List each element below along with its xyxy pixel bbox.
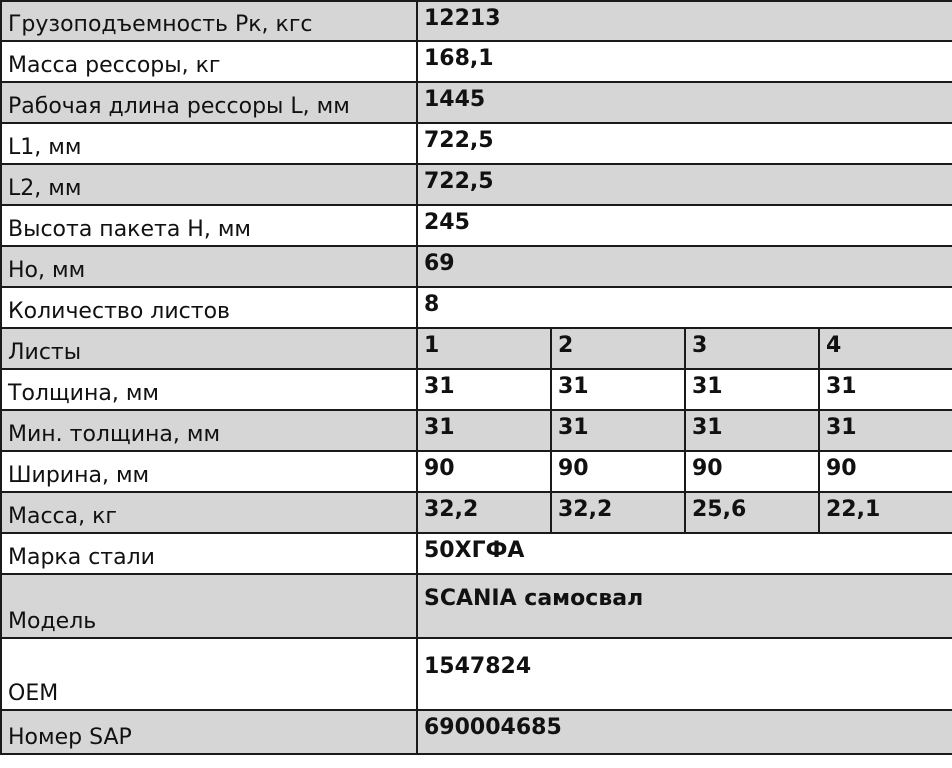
min-thickness-value-3: 31 — [685, 410, 819, 451]
min-thickness-value-1: 31 — [417, 410, 551, 451]
label-l1: L1, мм — [1, 123, 417, 164]
label-width: Ширина, мм — [1, 451, 417, 492]
label-oem: OEM — [1, 638, 417, 710]
label-sheet-count: Количество листов — [1, 287, 417, 328]
row-thickness — [1, 369, 952, 410]
label-load-capacity: Грузоподъемность Pк, кгс — [1, 1, 417, 41]
sheet-number-3: 3 — [685, 328, 819, 369]
value-sap: 690004685 — [417, 710, 952, 754]
label-min-thickness: Мин. толщина, мм — [1, 410, 417, 451]
min-thickness-value-4: 31 — [819, 410, 952, 451]
value-l2: 722,5 — [417, 164, 952, 205]
row-sap — [1, 710, 952, 754]
sheet-mass-value-2: 32,2 — [551, 492, 685, 533]
row-sheet-mass — [1, 492, 952, 533]
row-steel-grade — [1, 533, 952, 574]
row-load-capacity — [1, 1, 952, 41]
label-spring-mass: Масса рессоры, кг — [1, 41, 417, 82]
min-thickness-value-2: 31 — [551, 410, 685, 451]
row-working-length — [1, 82, 952, 123]
thickness-value-2: 31 — [551, 369, 685, 410]
row-ho — [1, 246, 952, 287]
row-pack-height — [1, 205, 952, 246]
label-l2: L2, мм — [1, 164, 417, 205]
row-l1 — [1, 123, 952, 164]
value-working-length: 1445 — [417, 82, 952, 123]
sheet-number-4: 4 — [819, 328, 952, 369]
value-model: SCANIA самосвал — [417, 574, 952, 638]
label-steel-grade: Марка стали — [1, 533, 417, 574]
sheet-mass-value-4: 22,1 — [819, 492, 952, 533]
row-spring-mass — [1, 41, 952, 82]
sheet-mass-value-1: 32,2 — [417, 492, 551, 533]
row-sheet-count — [1, 287, 952, 328]
sheet-number-1: 1 — [417, 328, 551, 369]
value-ho: 69 — [417, 246, 952, 287]
label-ho: Ho, мм — [1, 246, 417, 287]
value-spring-mass: 168,1 — [417, 41, 952, 82]
thickness-value-4: 31 — [819, 369, 952, 410]
label-pack-height: Высота пакета H, мм — [1, 205, 417, 246]
row-width — [1, 451, 952, 492]
value-sheet-count: 8 — [417, 287, 952, 328]
label-working-length: Рабочая длина рессоры L, мм — [1, 82, 417, 123]
value-load-capacity: 12213 — [417, 1, 952, 41]
value-oem: 1547824 — [417, 638, 952, 710]
width-value-4: 90 — [819, 451, 952, 492]
label-model: Модель — [1, 574, 417, 638]
sheet-number-2: 2 — [551, 328, 685, 369]
row-oem — [1, 638, 952, 710]
row-model — [1, 574, 952, 638]
row-l2 — [1, 164, 952, 205]
label-sap: Номер SAP — [1, 710, 417, 754]
sheet-mass-value-3: 25,6 — [685, 492, 819, 533]
row-min-thickness — [1, 410, 952, 451]
width-value-1: 90 — [417, 451, 551, 492]
value-pack-height: 245 — [417, 205, 952, 246]
row-sheets-header — [1, 328, 952, 369]
label-sheet-mass: Масса, кг — [1, 492, 417, 533]
label-thickness: Толщина, мм — [1, 369, 417, 410]
width-value-2: 90 — [551, 451, 685, 492]
value-l1: 722,5 — [417, 123, 952, 164]
width-value-3: 90 — [685, 451, 819, 492]
value-steel-grade: 50ХГФА — [417, 533, 952, 574]
label-sheets: Листы — [1, 328, 417, 369]
thickness-value-3: 31 — [685, 369, 819, 410]
thickness-value-1: 31 — [417, 369, 551, 410]
